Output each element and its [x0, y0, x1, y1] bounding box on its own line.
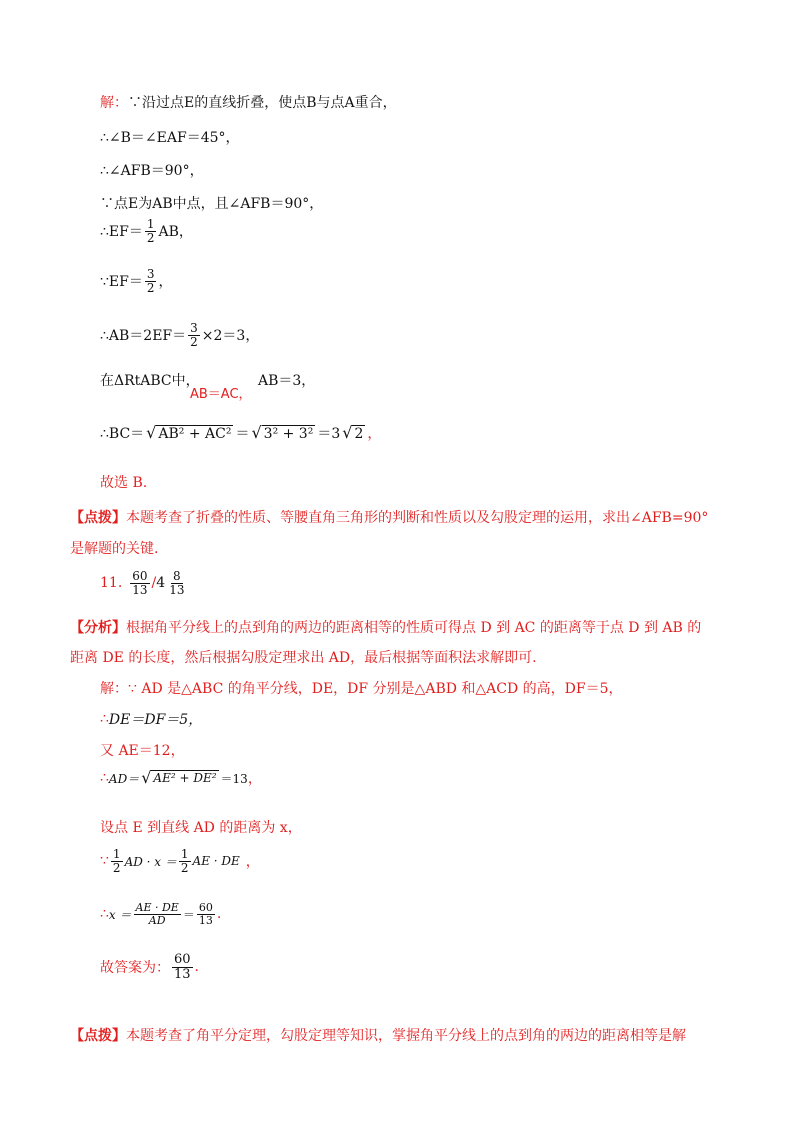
fraction	[145, 218, 157, 244]
solution2-line-1	[100, 678, 623, 698]
because-symbol: ∵	[100, 853, 109, 870]
fraction	[179, 848, 191, 874]
numerator: 60	[132, 569, 148, 583]
solution-line-8	[100, 370, 200, 390]
eq-prefix: AD＝	[108, 771, 140, 786]
eq-prefix: ∴AB＝2EF＝	[100, 328, 187, 345]
tip-1-line-1	[70, 507, 708, 527]
radicand: 3² + 3²	[263, 425, 314, 442]
solution2-line-7	[100, 902, 221, 926]
sqrt: √ 3² + 3²	[251, 422, 314, 442]
sqrt: √ 2	[342, 422, 364, 442]
solution-line-5	[100, 218, 193, 244]
denominator: 13	[132, 582, 148, 597]
fraction	[145, 268, 157, 294]
numerator: 3	[190, 321, 198, 335]
solution2-line-5: 设点 E 到直线 AD 的距离为 x，	[100, 820, 302, 836]
tip-tag: 【点拨】	[70, 510, 126, 526]
solution2-line-6	[100, 848, 260, 874]
eq-suffix: ＝13	[220, 771, 248, 786]
eq-suffix: ，	[158, 274, 173, 291]
eq-prefix: ∴BC＝	[100, 426, 145, 442]
condition-note: AB＝AC，	[190, 387, 252, 402]
solution2-line-2	[100, 709, 202, 729]
eq-sign: ＝	[235, 426, 250, 442]
denominator: 2	[112, 860, 121, 875]
fraction	[134, 902, 181, 926]
numerator: AE · DE	[135, 901, 179, 914]
solution-line-3: ∴∠AFB＝90°，	[100, 163, 204, 179]
solution2-line-8	[100, 953, 199, 981]
denominator: 13	[174, 966, 191, 982]
numerator: 1	[146, 217, 155, 231]
analysis-line-2: 距离 DE 的长度，然后根据勾股定理求出 AD，最后根据等面积法求解即可.	[70, 650, 537, 666]
separator: /	[151, 575, 157, 592]
given-ab: AB＝3，	[258, 373, 316, 389]
eq-suffix: AB，	[158, 224, 193, 241]
tip-tag: 【点拨】	[70, 1028, 126, 1044]
fraction	[167, 570, 186, 596]
fraction	[172, 953, 193, 981]
solution-line-6	[100, 268, 172, 294]
solution-prefix: 解：	[100, 681, 128, 697]
denominator: 13	[198, 913, 213, 927]
eq-prefix: x ＝	[108, 907, 132, 922]
tip-1-line-2: 是解题的关键.	[70, 541, 159, 557]
eq-text: DE＝DF＝5，	[108, 712, 203, 728]
tip-text: 本题考查了折叠的性质、等腰直角三角形的判断和性质以及勾股定理的运用，求出∠AFB=90°	[126, 510, 709, 526]
eq-sign: ＝3	[317, 426, 341, 442]
eq-suffix: AE · DE	[192, 854, 240, 869]
comma: ，	[245, 854, 260, 871]
eq-middle: AD · x ＝	[124, 854, 177, 869]
denominator: 2	[190, 334, 198, 349]
denominator: 2	[146, 230, 155, 245]
solution-line-9	[100, 423, 381, 443]
eq-prefix: 在ΔRtABC中，	[100, 373, 200, 389]
answer-line: 故选 B.	[100, 475, 148, 491]
fraction	[130, 570, 149, 596]
eq-suffix: ，	[367, 426, 382, 442]
solution-text: ∵ AD 是△ABC 的角平分线，DE，DF 分别是△ABD 和△ACD 的高，DF＝5，	[128, 681, 623, 697]
analysis-text: 根据角平分线上的点到角的两边的距离相等的性质可得点 D 到 AC 的距离等于点 D 到 AB 的	[126, 620, 702, 636]
numerator: 8	[173, 569, 181, 583]
fraction	[197, 902, 215, 926]
answer-label: 故答案为：	[100, 960, 170, 977]
solution-line-7	[100, 322, 259, 348]
sqrt: √ AB² + AC²	[146, 422, 232, 442]
solution-prefix: 解：	[100, 95, 128, 111]
comma: ，	[247, 771, 262, 787]
analysis-tag: 【分析】	[70, 620, 126, 636]
denominator: 2	[146, 280, 155, 295]
period: .	[194, 959, 199, 976]
tip-text: 本题考查了角平分定理，勾股定理等知识，掌握角平分线上的点到角的两边的距离相等是解	[126, 1028, 686, 1044]
question-number: 11.	[100, 575, 123, 592]
solution-line-4: ∵点E为AB中点，且∠AFB＝90°，	[100, 196, 324, 212]
radicand: AE² + DE²	[153, 771, 217, 785]
denominator: AD	[148, 913, 166, 927]
mixed-whole: 4	[156, 575, 166, 592]
solution-text: ∵沿过点E的直线折叠，使点B与点A重合，	[128, 95, 397, 111]
eq-prefix: ∵EF＝	[100, 274, 143, 291]
numerator: 60	[174, 952, 191, 967]
therefore-symbol: ∴	[100, 906, 109, 923]
eq-sign: ＝	[182, 907, 195, 922]
analysis-line-1	[70, 617, 701, 637]
eq-suffix: ×2＝3，	[201, 328, 260, 345]
solution-line-2: ∴∠B＝∠EAF＝45°，	[100, 130, 240, 146]
question-11-answer	[100, 570, 188, 596]
fraction	[188, 322, 200, 348]
radicand: 2	[354, 425, 364, 442]
period: .	[216, 906, 222, 923]
fraction	[111, 848, 123, 874]
denominator: 2	[180, 860, 189, 875]
numerator: 1	[180, 847, 189, 861]
tip-2-line-1	[70, 1025, 686, 1045]
denominator: 13	[169, 582, 185, 597]
numerator: 3	[146, 267, 155, 281]
numerator: 1	[112, 847, 121, 861]
radicand: AB² + AC²	[158, 425, 232, 442]
numerator: 60	[198, 901, 213, 914]
solution2-line-4	[100, 768, 262, 788]
sqrt: √ AE² + DE²	[141, 768, 217, 787]
eq-prefix: ∴EF＝	[100, 224, 143, 241]
solution2-line-3: 又 AE＝12，	[100, 743, 185, 759]
therefore-symbol: ∴	[100, 711, 109, 727]
solution-line-1	[100, 92, 397, 112]
therefore-symbol: ∴	[100, 770, 109, 786]
